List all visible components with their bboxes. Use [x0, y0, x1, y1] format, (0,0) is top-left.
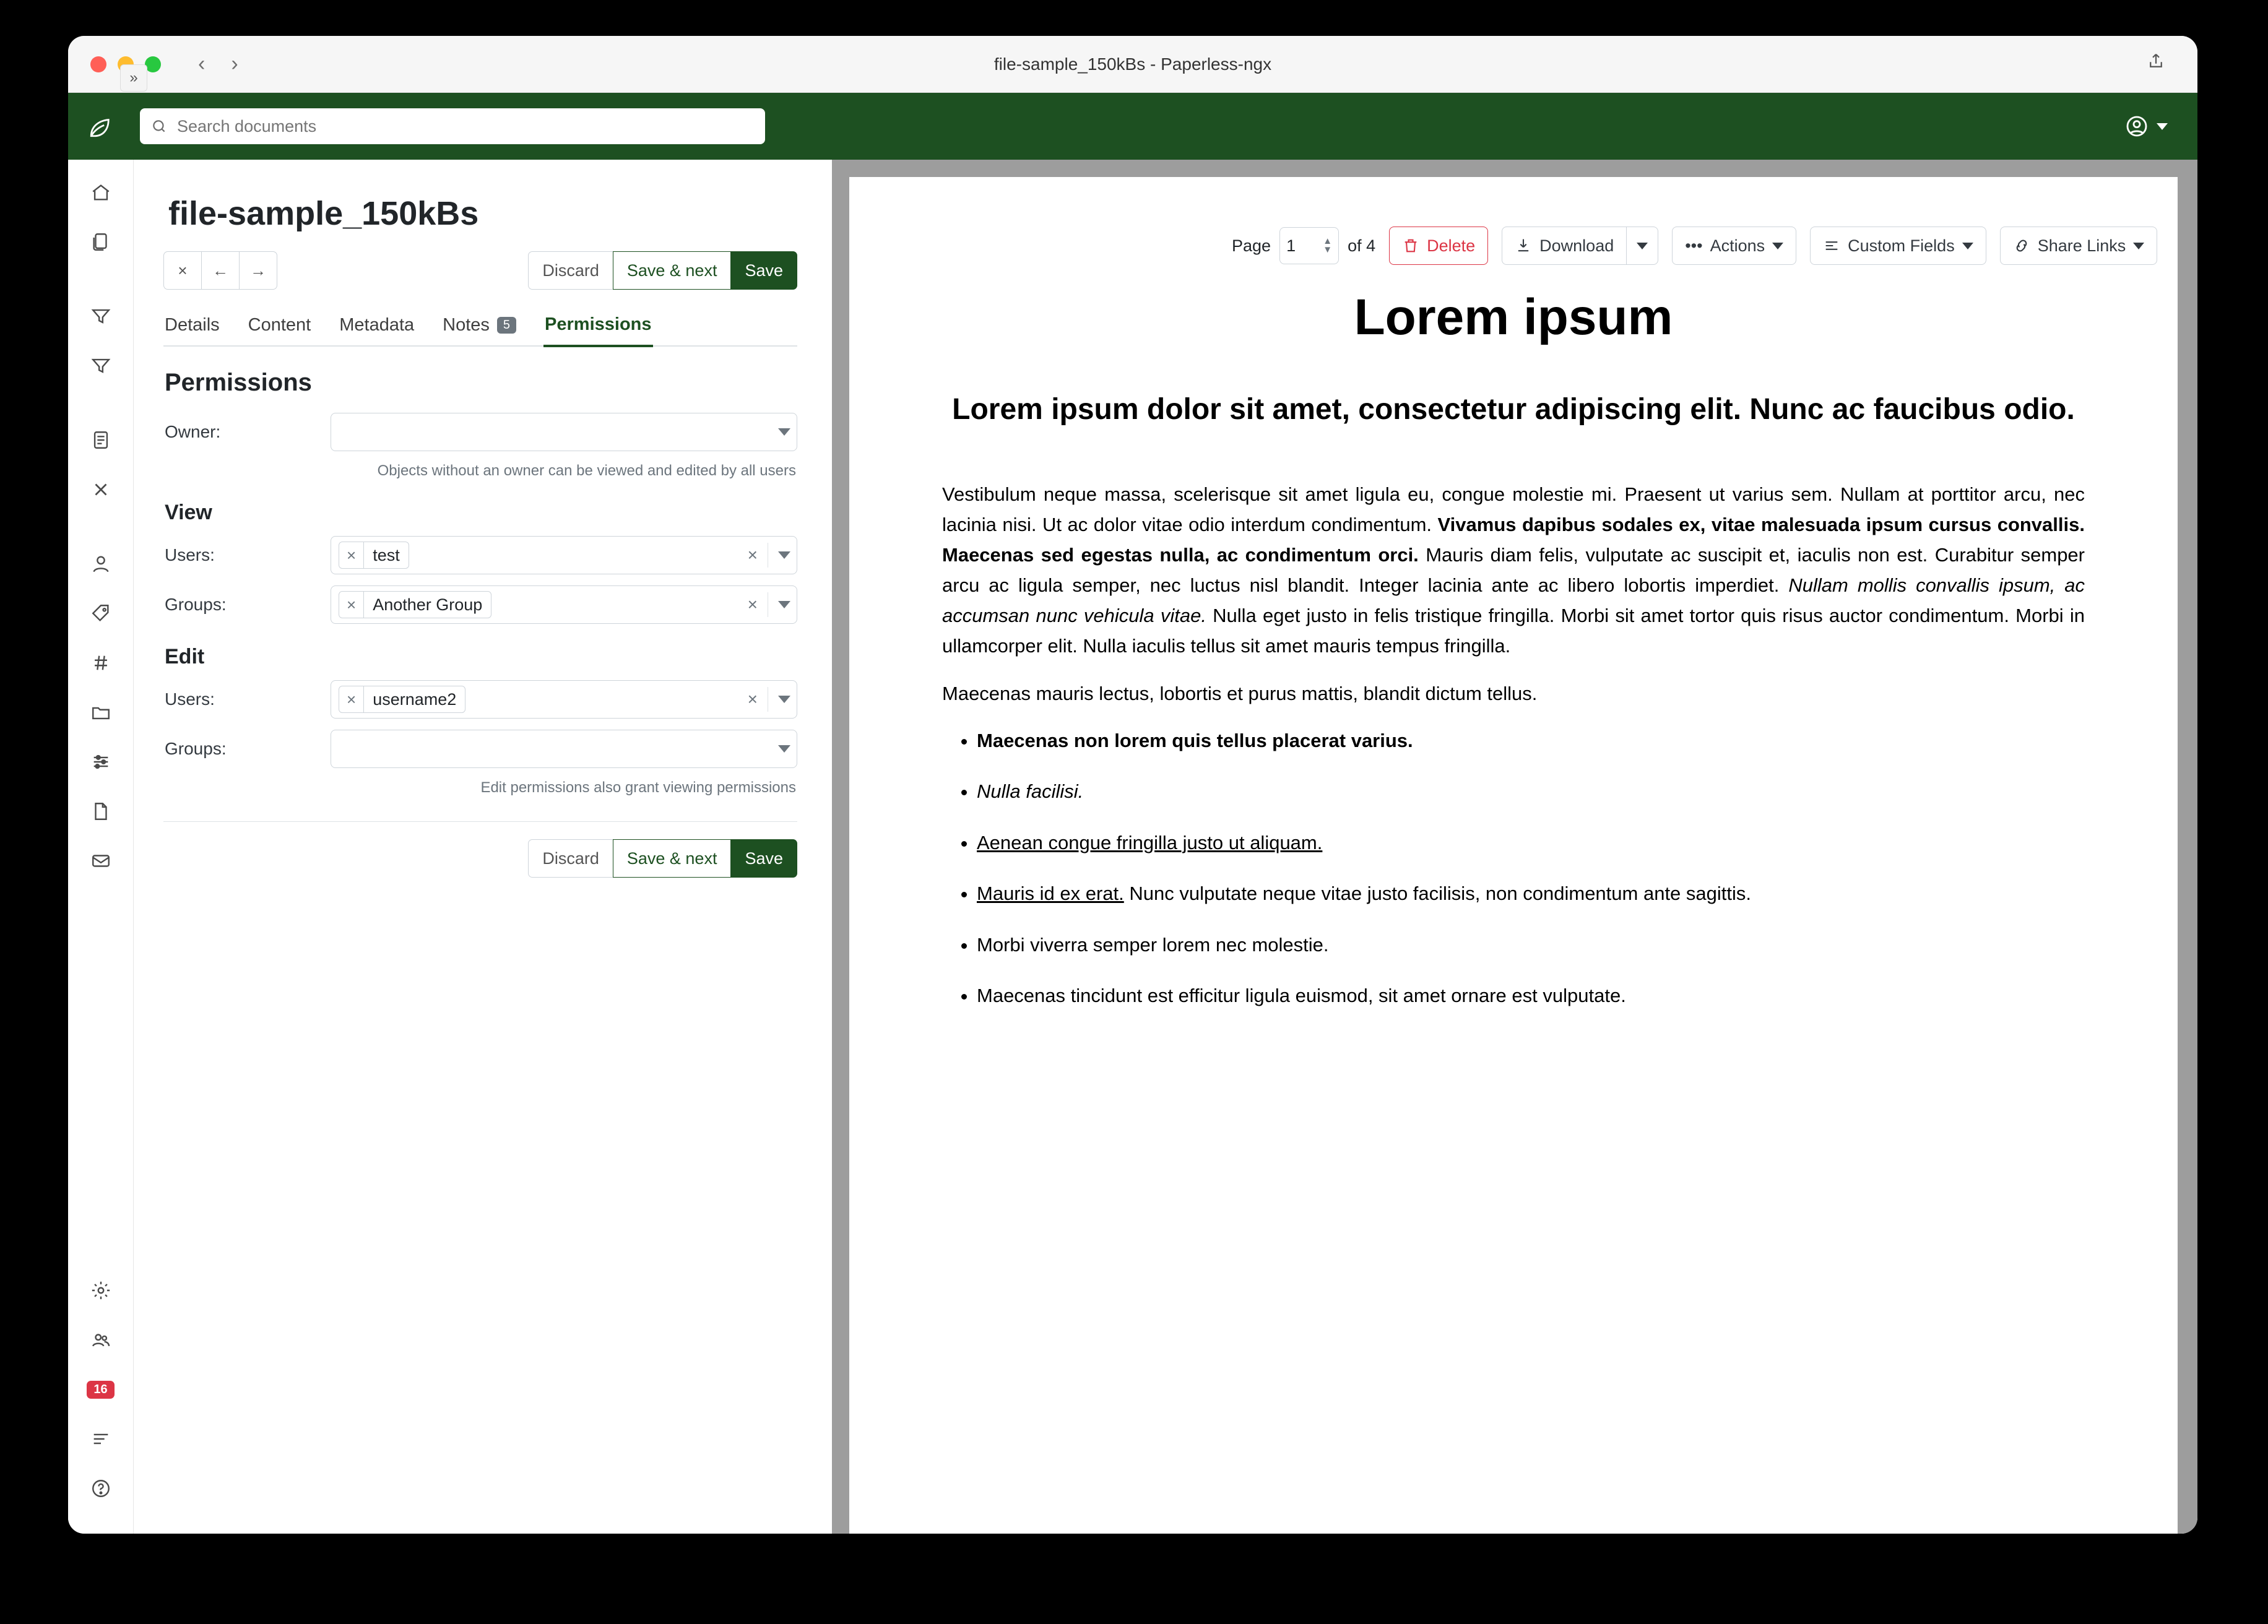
file-text-icon — [90, 430, 111, 451]
chevron-down-icon[interactable] — [778, 745, 790, 753]
paperless-leaf-icon[interactable] — [68, 113, 134, 139]
view-users-controls — [748, 543, 790, 568]
chevron-down-icon — [1962, 243, 1973, 249]
chip-view-group[interactable] — [339, 591, 491, 618]
preview-heading-2: Lorem ipsum dolor sit amet, consectetur adipiscing elit. Nunc ac faucibus odio. — [952, 393, 2075, 426]
account-menu[interactable] — [2124, 114, 2168, 139]
clear-all-icon[interactable]: × — [747, 689, 758, 709]
discard-button-top[interactable]: Discard — [528, 251, 613, 290]
download-options-button[interactable] — [1626, 227, 1658, 265]
tag-icon — [90, 603, 111, 624]
person-icon — [90, 553, 111, 574]
tab-metadata[interactable]: Metadata — [339, 315, 415, 335]
download-split-button — [1502, 227, 1658, 265]
edit-heading: Edit — [165, 645, 205, 668]
clear-all-icon[interactable]: × — [747, 545, 758, 564]
save-button-top[interactable]: Save — [730, 251, 797, 290]
sidebar-item-storage-paths[interactable] — [80, 692, 121, 733]
document-tabs — [163, 308, 797, 347]
view-groups-controls — [748, 592, 790, 617]
sidebar-bottom — [80, 1270, 121, 1518]
bullet-underline: Aenean congue fringilla justo ut aliquam. — [977, 831, 1323, 853]
window-titlebar — [68, 36, 2197, 93]
edit-users-select[interactable] — [331, 680, 797, 719]
tab-details[interactable]: Details — [165, 315, 220, 335]
sidebar-item-tags[interactable] — [80, 593, 121, 634]
chevron-down-icon — [1772, 243, 1783, 249]
page-total-label: of 4 — [1348, 236, 1376, 255]
share-links-label: Share Links — [2037, 236, 2126, 255]
page-number-input[interactable] — [1279, 227, 1339, 264]
home-icon — [90, 182, 111, 203]
chevron-down-icon — [2133, 243, 2144, 249]
sidebar-item-document-types[interactable] — [80, 642, 121, 683]
document-preview — [832, 160, 2197, 1534]
pdf-page — [849, 177, 2178, 1534]
delete-label: Delete — [1427, 236, 1476, 255]
edit-helper-text: Edit permissions also grant viewing permissions — [480, 779, 796, 796]
preview-heading-1: Lorem ipsum — [1354, 289, 1673, 345]
custom-fields-label: Custom Fields — [1848, 236, 1955, 255]
chevron-down-icon[interactable] — [778, 601, 790, 608]
view-users-row — [163, 536, 797, 574]
sidebar-item-filter[interactable] — [80, 345, 121, 386]
p1e: Nulla eget justo in felis tristique fringilla. Morbi sit amet tortor quis risus auctor condimentum. Morbi in ullamcorper elit. Nulla iaculis tellus sit amet mauris tempus fringilla. — [942, 604, 2085, 657]
sidebar-item-notifications[interactable] — [80, 1369, 121, 1410]
previous-document-button[interactable]: ← — [201, 251, 240, 290]
app-top-bar — [68, 93, 2197, 160]
edit-users-row — [163, 680, 797, 719]
download-label: Download — [1539, 236, 1614, 255]
chip-label: test — [373, 545, 400, 564]
view-heading: View — [165, 501, 212, 524]
sliders-icon — [90, 751, 111, 772]
save-button-bottom[interactable]: Save — [730, 839, 797, 878]
chip-view-user[interactable] — [339, 542, 409, 569]
owner-field-row — [163, 413, 797, 451]
chevron-down-icon[interactable] — [778, 696, 790, 703]
question-circle-icon — [90, 1478, 111, 1499]
delete-button[interactable] — [1389, 227, 1488, 265]
tab-permissions[interactable]: Permissions — [543, 308, 652, 347]
bullet-plain: Nunc vulputate neque vitae justo facilisis, non condimentum ante sagittis. — [1123, 883, 1752, 905]
chip-remove-icon[interactable]: × — [339, 592, 364, 618]
chip-edit-user[interactable] — [339, 686, 465, 713]
chevron-down-icon — [1637, 243, 1648, 249]
close-window-button[interactable] — [90, 56, 106, 72]
share-links-button[interactable] — [2000, 227, 2158, 265]
sidebar — [68, 160, 134, 1534]
list-item — [977, 931, 2085, 960]
search-input[interactable] — [176, 116, 754, 137]
tab-notes[interactable] — [441, 309, 517, 345]
sidebar-item-file-tasks[interactable] — [80, 791, 121, 832]
envelope-icon — [90, 850, 111, 871]
sidebar-item-close-all[interactable] — [80, 469, 121, 510]
sidebar-item-custom-fields[interactable] — [80, 741, 121, 782]
people-icon — [90, 1329, 111, 1350]
sidebar-collapse-button[interactable]: » — [120, 64, 147, 92]
chip-remove-icon[interactable]: × — [339, 686, 364, 712]
chip-label: username2 — [373, 689, 457, 709]
search-box[interactable] — [140, 108, 765, 144]
page-number-value: 1 — [1286, 236, 1296, 255]
chevron-down-icon[interactable] — [778, 428, 790, 436]
document-edit-panel — [134, 160, 832, 1534]
funnel-icon — [90, 355, 111, 376]
preview-bullet-list — [942, 727, 2085, 1011]
list-item — [977, 982, 2085, 1011]
document-nav-group — [163, 251, 277, 290]
file-icon — [90, 801, 111, 822]
p1a: Vestibulum neque massa, scelerisque sit amet ligula eu, congue molestie mi. Praesent ut varius sem. Nullam at porttitor arcu, nec lacinia nisi. Ut ac dolor vitae odio interdum condimentum. — [942, 483, 2085, 535]
bullet-plain: Morbi viverra semper lorem nec molestie. — [977, 933, 1329, 956]
actions-button[interactable] — [1672, 227, 1796, 265]
app-window — [68, 36, 2197, 1534]
chevron-down-icon — [2157, 123, 2168, 130]
p1b: Vivamus dapibus sodales ex, vitae malesuada ipsum cursus convallis. Maecenas sed egestas nulla, ac condimentum orci. — [942, 513, 2085, 566]
permissions-heading: Permissions — [165, 369, 312, 396]
preview-paragraph-1 — [942, 480, 2085, 662]
close-document-button[interactable]: × — [163, 251, 202, 290]
view-groups-label: Groups: — [165, 595, 227, 614]
user-circle-icon — [2124, 114, 2149, 139]
sidebar-item-correspondents[interactable] — [80, 543, 121, 584]
download-icon — [1515, 237, 1532, 254]
close-icon — [90, 479, 111, 500]
fields-icon — [1823, 237, 1840, 254]
dots-icon: ••• — [1685, 236, 1703, 255]
link-icon — [2013, 237, 2030, 254]
panel-divider — [163, 821, 797, 822]
view-users-label: Users: — [165, 545, 215, 564]
p1d: Nullam mollis convallis ipsum, ac accumsan nunc vehicula vitae. — [942, 574, 2085, 626]
sidebar-item-documents[interactable] — [80, 222, 121, 262]
actions-label: Actions — [1710, 236, 1765, 255]
page-label: Page — [1232, 236, 1271, 255]
back-icon[interactable]: ‹ — [198, 52, 206, 76]
clear-all-icon[interactable]: × — [747, 595, 758, 614]
documents-icon — [90, 231, 111, 253]
list-item — [977, 879, 2085, 909]
window-title: file-sample_150kBs - Paperless-ngx — [993, 54, 1272, 74]
chip-label: Another Group — [373, 595, 483, 614]
gear-icon — [90, 1280, 111, 1301]
view-groups-select[interactable] — [331, 585, 797, 624]
p1c: Mauris diam felis, vulputate ac suscipit et, iaculis non est. Curabitur semper arcu ac ligula semper, nec luctus nisl blandit. Integer lacinia ante ac libero lobortis imperdiet. — [942, 543, 2085, 596]
bullet-bold: Maecenas non lorem quis tellus placerat varius. — [977, 729, 1413, 751]
app-body — [68, 69, 2197, 1534]
notes-count-badge: 5 — [497, 317, 516, 334]
notification-badge: 16 — [87, 1381, 114, 1399]
bullet-underline: Mauris id ex erat. — [977, 883, 1124, 905]
preview-paragraph-2: Maecenas mauris lectus, lobortis et purus mattis, blandit dictum tellus. — [942, 682, 1538, 704]
edit-groups-select[interactable] — [331, 730, 797, 768]
filter-icon — [90, 306, 111, 327]
sidebar-item-dashboard[interactable] — [80, 172, 121, 213]
owner-select[interactable] — [331, 413, 797, 451]
list-item — [977, 829, 2085, 858]
tab-content[interactable]: Content — [248, 315, 311, 335]
edit-users-controls — [748, 687, 790, 712]
view-groups-row — [163, 585, 797, 624]
save-group-bottom — [163, 839, 797, 878]
bullet-italic: Nulla facilisi. — [977, 780, 1084, 803]
sidebar-item-settings[interactable] — [80, 1270, 121, 1311]
save-and-next-button-top[interactable]: Save & next — [613, 251, 732, 290]
edit-groups-label: Groups: — [165, 739, 227, 758]
sidebar-item-saved-views[interactable] — [80, 296, 121, 337]
discard-button-bottom[interactable]: Discard — [528, 839, 613, 878]
sidebar-item-open-documents[interactable] — [80, 420, 121, 460]
save-and-next-button-bottom[interactable]: Save & next — [613, 839, 732, 878]
sidebar-item-help[interactable] — [80, 1468, 121, 1509]
edit-users-label: Users: — [165, 689, 215, 709]
page-control — [1232, 227, 1375, 264]
browser-navigation — [198, 52, 238, 76]
owner-label: Owner: — [165, 422, 221, 441]
owner-select-controls — [778, 428, 790, 436]
document-action-row — [163, 251, 797, 290]
page-stepper-icon[interactable]: ▲ ▼ — [1323, 236, 1333, 255]
edit-groups-controls — [778, 745, 790, 753]
list-item — [977, 727, 2085, 756]
chevron-down-icon[interactable] — [778, 551, 790, 559]
tab-notes-label: Notes — [443, 315, 490, 335]
bullet-plain: Maecenas tincidunt est efficitur ligula euismod, sit amet ornare est vulputate. — [977, 985, 1626, 1007]
sidebar-item-users-and-groups[interactable] — [80, 1320, 121, 1360]
sidebar-item-mail[interactable] — [80, 840, 121, 881]
trash-icon — [1402, 237, 1419, 254]
chip-remove-icon[interactable]: × — [339, 542, 364, 568]
list-icon — [90, 1428, 111, 1449]
download-button[interactable] — [1502, 227, 1627, 265]
list-item — [977, 777, 2085, 806]
view-users-select[interactable] — [331, 536, 797, 574]
share-icon[interactable] — [2147, 52, 2165, 76]
search-icon — [151, 118, 167, 134]
hash-icon — [90, 652, 111, 673]
owner-helper-text: Objects without an owner can be viewed and edited by all users — [377, 462, 796, 479]
folder-icon — [90, 702, 111, 723]
next-document-button[interactable]: → — [239, 251, 277, 290]
document-toolbar — [1232, 227, 2157, 265]
forward-icon[interactable]: › — [231, 52, 238, 76]
custom-fields-button[interactable] — [1810, 227, 1986, 265]
edit-groups-row — [163, 730, 797, 768]
sidebar-item-logs[interactable] — [80, 1419, 121, 1459]
page-title: file-sample_150kBs — [168, 195, 479, 232]
save-group-top — [529, 251, 797, 290]
